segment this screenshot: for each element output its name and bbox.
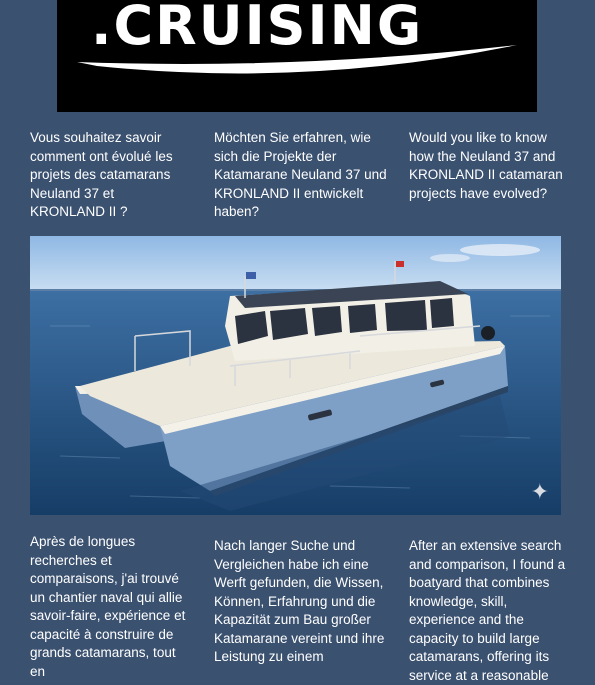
catamaran-illustration bbox=[30, 236, 561, 515]
story-english: After an extensive search and comparison, I found a boatyard that combines knowledge, skill, experience and the capacity to build large catamarans, offering its service at a reasonable bbox=[409, 538, 566, 683]
intro-english: Would you like to know how the Neuland 37 and KRONLAND II catamaran projects have evolved? bbox=[409, 130, 563, 201]
story-french: Après de longues recherches et comparaisons, j'ai trouvé un chantier naval qui allie savoir-faire, expérience et capacité à construire de grands catamarans, tout en bbox=[30, 534, 186, 679]
intro-german: Möchten Sie erfahren, wie sich die Projekte der Katamarane Neuland 37 und KRONLAND II entwickelt haben? bbox=[214, 130, 387, 219]
cruising-logo bbox=[57, 0, 537, 112]
intro-french: Vous souhaitez savoir comment ont évolué les projets des catamarans Neuland 37 et KRONLAND II ? bbox=[30, 130, 173, 219]
story-german: Nach langer Suche und Vergleichen habe ich eine Werft gefunden, die Wissen, Können, Erfahrung und die Kapazität zum Bau großer Katamarane vereint und ihre Leistung zu einem bbox=[214, 538, 385, 664]
catamaran-photo bbox=[30, 236, 561, 515]
logo-wordmark: .CRUISING bbox=[91, 0, 424, 57]
logo-swoosh-icon bbox=[57, 0, 537, 112]
sparkle-icon: ✦ bbox=[530, 479, 549, 504]
